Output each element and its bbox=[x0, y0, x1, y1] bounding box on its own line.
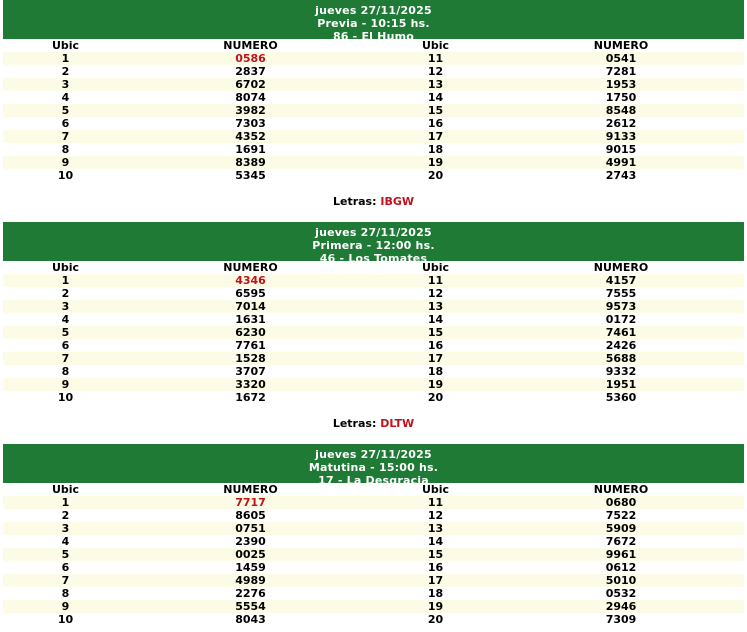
number-cell-winner: 7717 bbox=[128, 496, 373, 509]
number-cell: 0680 bbox=[498, 496, 744, 509]
draw-session: Previa - 10:15 hs. bbox=[317, 17, 430, 30]
draw-number-meaning: 17 - La Desgracia bbox=[318, 474, 429, 487]
number-cell: 0532 bbox=[498, 587, 744, 600]
number-cell: 5360 bbox=[498, 391, 744, 404]
table-row bbox=[3, 274, 744, 287]
position-cell: 20 bbox=[373, 391, 498, 404]
number-cell: 5010 bbox=[498, 574, 744, 587]
letras-value: DLTW bbox=[380, 417, 415, 430]
letras-line bbox=[3, 182, 744, 222]
number-cell: 0541 bbox=[498, 52, 744, 65]
table-row bbox=[3, 326, 744, 339]
number-cell: 1631 bbox=[128, 313, 373, 326]
col-ubic-header: Ubic bbox=[373, 483, 498, 496]
col-ubic-header: Ubic bbox=[373, 261, 498, 274]
position-cell: 9 bbox=[3, 600, 128, 613]
number-cell: 8074 bbox=[128, 91, 373, 104]
position-cell: 11 bbox=[373, 274, 498, 287]
number-cell: 0612 bbox=[498, 561, 744, 574]
position-cell: 16 bbox=[373, 117, 498, 130]
results-table bbox=[3, 261, 744, 404]
table-row bbox=[3, 287, 744, 300]
table-row bbox=[3, 587, 744, 600]
number-cell: 5345 bbox=[128, 169, 373, 182]
draw-section-matutina bbox=[0, 444, 747, 626]
position-cell: 8 bbox=[3, 587, 128, 600]
number-cell: 9961 bbox=[498, 548, 744, 561]
number-cell: 7014 bbox=[128, 300, 373, 313]
table-row bbox=[3, 535, 744, 548]
draw-block bbox=[3, 0, 744, 222]
position-cell: 4 bbox=[3, 535, 128, 548]
position-cell: 18 bbox=[373, 365, 498, 378]
table-row bbox=[3, 339, 744, 352]
number-cell: 5909 bbox=[498, 522, 744, 535]
position-cell: 13 bbox=[373, 522, 498, 535]
position-cell: 19 bbox=[373, 378, 498, 391]
number-cell: 7555 bbox=[498, 287, 744, 300]
number-cell-winner: 0586 bbox=[128, 52, 373, 65]
number-cell: 7761 bbox=[128, 339, 373, 352]
position-cell: 13 bbox=[373, 78, 498, 91]
number-cell: 7461 bbox=[498, 326, 744, 339]
number-cell: 3982 bbox=[128, 104, 373, 117]
position-cell: 18 bbox=[373, 587, 498, 600]
draw-header bbox=[3, 222, 744, 265]
position-cell: 4 bbox=[3, 91, 128, 104]
table-row bbox=[3, 156, 744, 169]
number-cell: 5688 bbox=[498, 352, 744, 365]
position-cell: 14 bbox=[373, 313, 498, 326]
position-cell: 11 bbox=[373, 52, 498, 65]
draw-block bbox=[3, 444, 744, 626]
position-cell: 17 bbox=[373, 130, 498, 143]
table-row bbox=[3, 561, 744, 574]
position-cell: 20 bbox=[373, 169, 498, 182]
draw-date: jueves 27/11/2025 bbox=[315, 448, 432, 461]
draw-block bbox=[3, 222, 744, 444]
table-row bbox=[3, 78, 744, 91]
draw-number-meaning: 46 - Los Tomates bbox=[319, 252, 428, 265]
number-cell: 2946 bbox=[498, 600, 744, 613]
position-cell: 15 bbox=[373, 548, 498, 561]
number-cell: 8548 bbox=[498, 104, 744, 117]
position-cell: 9 bbox=[3, 156, 128, 169]
table-row bbox=[3, 130, 744, 143]
number-cell: 9133 bbox=[498, 130, 744, 143]
col-ubic-header: Ubic bbox=[3, 261, 128, 274]
table-row bbox=[3, 169, 744, 182]
position-cell: 14 bbox=[373, 535, 498, 548]
letras-label: Letras: bbox=[332, 195, 377, 208]
number-cell: 8605 bbox=[128, 509, 373, 522]
number-cell: 9015 bbox=[498, 143, 744, 156]
number-cell: 2426 bbox=[498, 339, 744, 352]
position-cell: 10 bbox=[3, 169, 128, 182]
position-cell: 13 bbox=[373, 300, 498, 313]
position-cell: 16 bbox=[373, 561, 498, 574]
position-cell: 5 bbox=[3, 104, 128, 117]
number-cell: 8389 bbox=[128, 156, 373, 169]
table-row bbox=[3, 509, 744, 522]
position-cell: 17 bbox=[373, 574, 498, 587]
position-cell: 2 bbox=[3, 509, 128, 522]
position-cell: 6 bbox=[3, 561, 128, 574]
number-cell: 9573 bbox=[498, 300, 744, 313]
position-cell: 8 bbox=[3, 143, 128, 156]
number-cell: 0172 bbox=[498, 313, 744, 326]
draw-date: jueves 27/11/2025 bbox=[315, 4, 432, 17]
position-cell: 18 bbox=[373, 143, 498, 156]
col-ubic-header: Ubic bbox=[373, 39, 498, 52]
table-row bbox=[3, 378, 744, 391]
table-row bbox=[3, 522, 744, 535]
position-cell: 3 bbox=[3, 522, 128, 535]
position-cell: 2 bbox=[3, 287, 128, 300]
draw-date: jueves 27/11/2025 bbox=[315, 226, 432, 239]
number-cell: 1951 bbox=[498, 378, 744, 391]
letras-line bbox=[3, 404, 744, 444]
position-cell: 10 bbox=[3, 391, 128, 404]
table-row bbox=[3, 391, 744, 404]
draw-header bbox=[3, 444, 744, 487]
table-row bbox=[3, 91, 744, 104]
number-cell: 2837 bbox=[128, 65, 373, 78]
draw-header bbox=[3, 0, 744, 43]
position-cell: 15 bbox=[373, 104, 498, 117]
position-cell: 1 bbox=[3, 496, 128, 509]
position-cell: 17 bbox=[373, 352, 498, 365]
table-row bbox=[3, 365, 744, 378]
number-cell: 1953 bbox=[498, 78, 744, 91]
position-cell: 14 bbox=[373, 91, 498, 104]
number-cell: 0751 bbox=[128, 522, 373, 535]
position-cell: 1 bbox=[3, 52, 128, 65]
table-row bbox=[3, 143, 744, 156]
position-cell: 3 bbox=[3, 78, 128, 91]
position-cell: 5 bbox=[3, 326, 128, 339]
table-row bbox=[3, 613, 744, 626]
position-cell: 3 bbox=[3, 300, 128, 313]
number-cell: 1528 bbox=[128, 352, 373, 365]
table-row bbox=[3, 104, 744, 117]
draw-session: Matutina - 15:00 hs. bbox=[308, 461, 439, 474]
number-cell: 7303 bbox=[128, 117, 373, 130]
position-cell: 16 bbox=[373, 339, 498, 352]
number-cell: 7672 bbox=[498, 535, 744, 548]
position-cell: 11 bbox=[373, 496, 498, 509]
draw-session: Primera - 12:00 hs. bbox=[312, 239, 435, 252]
number-cell: 8043 bbox=[128, 613, 373, 626]
number-cell: 1672 bbox=[128, 391, 373, 404]
number-cell-winner: 4346 bbox=[128, 274, 373, 287]
draw-number-meaning: 86 - El Humo bbox=[332, 30, 415, 43]
table-row bbox=[3, 574, 744, 587]
position-cell: 12 bbox=[373, 509, 498, 522]
position-cell: 20 bbox=[373, 613, 498, 626]
position-cell: 5 bbox=[3, 548, 128, 561]
position-cell: 7 bbox=[3, 130, 128, 143]
number-cell: 2390 bbox=[128, 535, 373, 548]
position-cell: 8 bbox=[3, 365, 128, 378]
table-row bbox=[3, 600, 744, 613]
col-numero-header: NUMERO bbox=[498, 261, 744, 274]
position-cell: 12 bbox=[373, 65, 498, 78]
position-cell: 19 bbox=[373, 600, 498, 613]
letras-value: IBGW bbox=[380, 195, 414, 208]
letras-label: Letras: bbox=[332, 417, 377, 430]
table-row bbox=[3, 300, 744, 313]
position-cell: 2 bbox=[3, 65, 128, 78]
number-cell: 4352 bbox=[128, 130, 373, 143]
table-row bbox=[3, 548, 744, 561]
number-cell: 9332 bbox=[498, 365, 744, 378]
position-cell: 19 bbox=[373, 156, 498, 169]
table-row bbox=[3, 52, 744, 65]
results-table bbox=[3, 39, 744, 182]
position-cell: 6 bbox=[3, 339, 128, 352]
number-cell: 4989 bbox=[128, 574, 373, 587]
col-ubic-header: Ubic bbox=[3, 483, 128, 496]
number-cell: 7281 bbox=[498, 65, 744, 78]
number-cell: 7309 bbox=[498, 613, 744, 626]
table-row bbox=[3, 65, 744, 78]
position-cell: 9 bbox=[3, 378, 128, 391]
number-cell: 7522 bbox=[498, 509, 744, 522]
col-numero-header: NUMERO bbox=[498, 39, 744, 52]
results-table bbox=[3, 483, 744, 626]
position-cell: 4 bbox=[3, 313, 128, 326]
number-cell: 3320 bbox=[128, 378, 373, 391]
number-cell: 4991 bbox=[498, 156, 744, 169]
col-numero-header: NUMERO bbox=[128, 39, 373, 52]
table-row bbox=[3, 352, 744, 365]
number-cell: 2743 bbox=[498, 169, 744, 182]
number-cell: 4157 bbox=[498, 274, 744, 287]
number-cell: 1750 bbox=[498, 91, 744, 104]
number-cell: 0025 bbox=[128, 548, 373, 561]
position-cell: 7 bbox=[3, 574, 128, 587]
number-cell: 6595 bbox=[128, 287, 373, 300]
position-cell: 12 bbox=[373, 287, 498, 300]
number-cell: 1691 bbox=[128, 143, 373, 156]
table-row bbox=[3, 496, 744, 509]
draw-section-primera bbox=[0, 222, 747, 444]
col-numero-header: NUMERO bbox=[128, 483, 373, 496]
draw-section-previa bbox=[0, 0, 747, 222]
number-cell: 3707 bbox=[128, 365, 373, 378]
col-ubic-header: Ubic bbox=[3, 39, 128, 52]
position-cell: 7 bbox=[3, 352, 128, 365]
position-cell: 10 bbox=[3, 613, 128, 626]
position-cell: 15 bbox=[373, 326, 498, 339]
col-numero-header: NUMERO bbox=[498, 483, 744, 496]
table-row bbox=[3, 117, 744, 130]
number-cell: 6702 bbox=[128, 78, 373, 91]
table-row bbox=[3, 313, 744, 326]
number-cell: 2276 bbox=[128, 587, 373, 600]
number-cell: 6230 bbox=[128, 326, 373, 339]
number-cell: 5554 bbox=[128, 600, 373, 613]
position-cell: 6 bbox=[3, 117, 128, 130]
position-cell: 1 bbox=[3, 274, 128, 287]
number-cell: 1459 bbox=[128, 561, 373, 574]
col-numero-header: NUMERO bbox=[128, 261, 373, 274]
number-cell: 2612 bbox=[498, 117, 744, 130]
